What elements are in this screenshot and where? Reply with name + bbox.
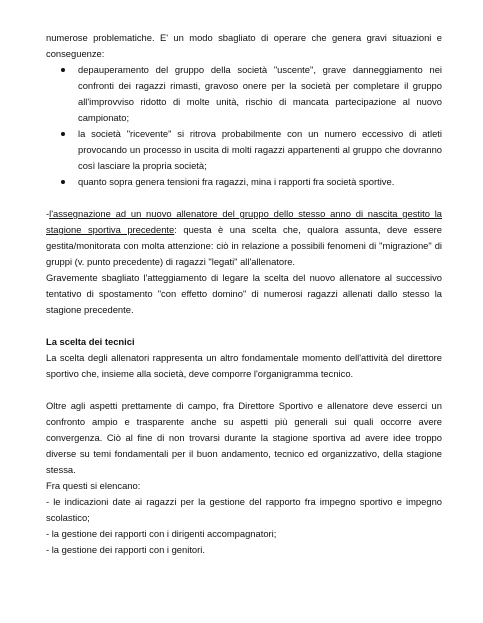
section-heading: La scelta dei tecnici xyxy=(46,336,135,347)
spacer xyxy=(46,382,442,398)
assignment-prefix: - xyxy=(46,208,50,219)
bullet-item xyxy=(78,62,442,126)
assignment-paragraph-2: Gravemente sbagliato l'atteggiamento di legare la scelta del nuovo allenatore al successivo tentativo di spostamento "con effetto domino" di numerosi ragazzi allenati dallo stesso la stagione precedente. xyxy=(46,272,442,315)
bullet-item xyxy=(78,126,442,174)
list-item: - le indicazioni date ai ragazzi per la gestione del rapporto fra impegno sportivo e impegno scolastico; xyxy=(46,496,442,523)
list-item: - la gestione dei rapporti con i genitori. xyxy=(46,544,205,555)
consequences-list xyxy=(46,62,442,190)
bullet-icon xyxy=(61,132,65,136)
bullet-text: quanto sopra genera tensioni fra ragazzi, mina i rapporti fra società sportive. xyxy=(78,176,395,187)
assignment-underlined: l'assegnazione ad un nuovo allenatore del gruppo dello stesso anno di nascita gestito la stagione sportiva precedente xyxy=(46,208,442,235)
bullet-item xyxy=(78,174,442,190)
intro-line-1: numerose problematiche. E' un modo sbagliato di operare che genera gravi situazioni e xyxy=(46,32,442,43)
intro-line-2: conseguenze: xyxy=(46,48,105,59)
bullet-icon xyxy=(61,180,65,184)
bullet-text: la società "ricevente" si ritrova probabilmente con un numero eccessivo di atleti provocando un processo in uscita di molti ragazzi appartenenti al gruppo che dovranno così lasciare la propria società; xyxy=(78,128,442,171)
spacer xyxy=(46,318,442,334)
list-item: - la gestione dei rapporti con i dirigenti accompagnatori; xyxy=(46,528,277,539)
bullet-icon xyxy=(61,68,65,72)
list-intro: Fra questi si elencano: xyxy=(46,480,141,491)
section-paragraph-2: Oltre agli aspetti prettamente di campo, fra Direttore Sportivo e allenatore deve esserci un confronto ampio e trasparente anche su aspetti più generali sui quali occorre avere convergenza. Ciò al fine di non trovarsi durante la stagione sportiva ad avere idee troppo diverse su temi fondamentali per il buon andamento, tecnico ed organizzativo, della stagione stessa. xyxy=(46,400,442,475)
section-paragraph-1: La scelta degli allenatori rappresenta un altro fondamentale momento dell'attività del direttore sportivo che, insieme alla società, deve comporre l'organigramma tecnico. xyxy=(46,352,442,379)
assignment-rest: : questa è una scelta che, qualora assunta, deve essere gestita/monitorata con molta attenzione: ciò in relazione a possibili fenomeni di "migrazione" di gruppi (v. punto precedente) di ragazzi "legati" all'allenatore. xyxy=(46,224,442,267)
spacer xyxy=(46,190,442,206)
document-page xyxy=(46,30,442,558)
bullet-text: depauperamento del gruppo della società "uscente", grave danneggiamento nei confronti dei ragazzi rimasti, gravoso onere per la società per completare il gruppo all'improvviso ridotto di molte unità, rischio di mancata partecipazione al nuovo campionato; xyxy=(78,64,442,123)
assignment-paragraph xyxy=(46,206,442,270)
